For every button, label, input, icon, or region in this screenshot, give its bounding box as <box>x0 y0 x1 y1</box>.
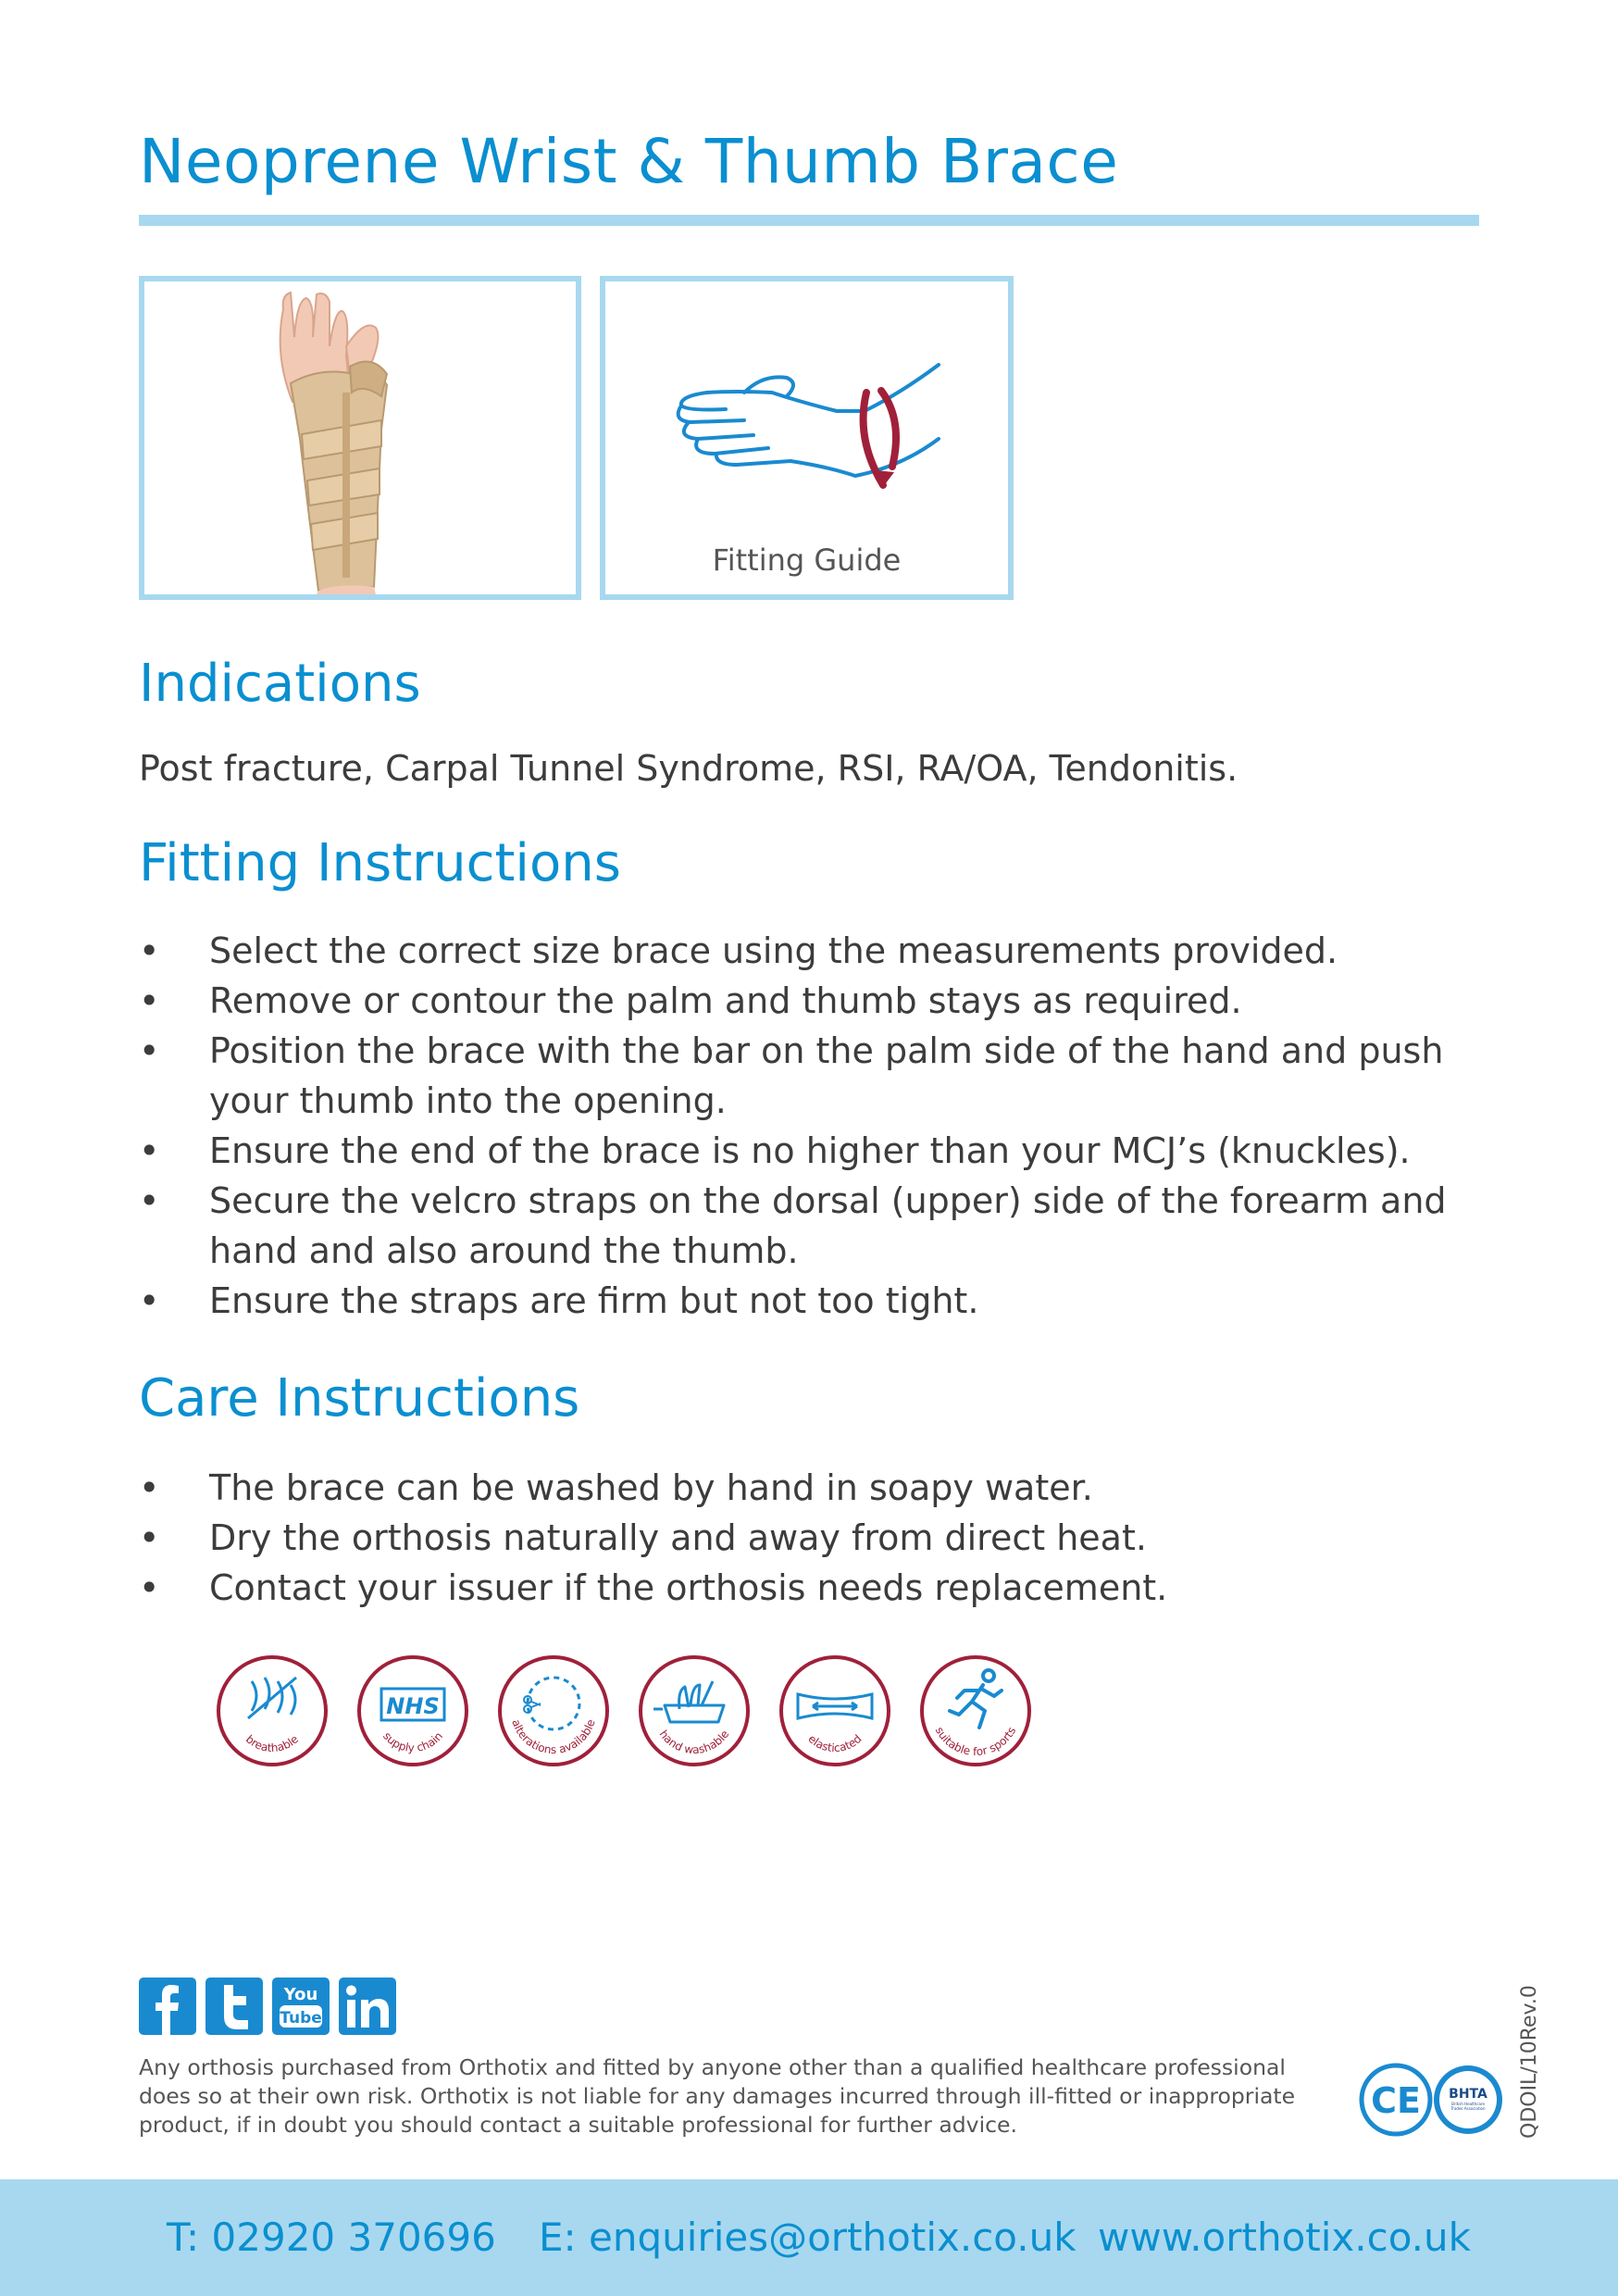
care-instructions-heading: Care Instructions <box>139 1368 580 1429</box>
page-title: Neoprene Wrist & Thumb Brace <box>139 126 1119 197</box>
certification-marks <box>1359 2061 1507 2142</box>
svg-text:CE: CE <box>1371 2080 1421 2121</box>
badge-label: breathable <box>243 1732 302 1755</box>
list-item: • Select the correct size brace using the measurements provided. <box>139 926 1472 976</box>
fitting-guide-image <box>600 276 1014 600</box>
nhs-icon <box>355 1653 470 1768</box>
list-item: • Contact your issuer if the orthosis needs replacement. <box>139 1563 1472 1613</box>
indications-text: Post fracture, Carpal Tunnel Syndrome, RSI, RA/OA, Tendonitis. <box>139 748 1238 789</box>
list-item: • Dry the orthosis naturally and away from direct heat. <box>139 1513 1472 1563</box>
phone-number[interactable]: T: 02920 370696 <box>167 2215 496 2260</box>
care-instructions-list <box>139 1463 1472 1613</box>
hand-wash-icon <box>637 1653 752 1768</box>
email-link[interactable]: E: enquiries@orthotix.co.uk <box>539 2215 1077 2260</box>
scissors-icon <box>496 1653 611 1768</box>
title-underline <box>139 215 1479 226</box>
brace-photo <box>144 281 576 594</box>
product-image <box>139 276 581 600</box>
list-item: • Secure the velcro straps on the dorsal (upper) side of the forearm and hand and also around the thumb. <box>139 1176 1472 1276</box>
facebook-icon[interactable] <box>139 1978 196 2035</box>
badge-label: hand washable <box>656 1728 732 1757</box>
elastic-icon <box>778 1653 892 1768</box>
fitting-instructions-heading: Fitting Instructions <box>139 833 621 893</box>
fitting-instructions-list <box>139 926 1472 1326</box>
svg-text:You: You <box>283 1985 318 2004</box>
twitter-icon[interactable] <box>205 1978 263 2035</box>
svg-text:BHTA: BHTA <box>1449 2087 1487 2102</box>
list-item: • The brace can be washed by hand in soapy water. <box>139 1463 1472 1513</box>
hand-measure-icon <box>605 281 1008 522</box>
contact-footer <box>0 2179 1618 2296</box>
linkedin-icon[interactable] <box>339 1978 396 2035</box>
list-item: • Remove or contour the palm and thumb stays as required. <box>139 976 1472 1026</box>
ce-mark-icon: CE BHTA British Healthcare Trades Association <box>1359 2061 1507 2139</box>
website-link[interactable]: www.orthotix.co.uk <box>1098 2215 1471 2260</box>
runner-icon <box>918 1653 1033 1768</box>
badge-label: supply chain <box>380 1729 445 1755</box>
fitting-guide-caption: Fitting Guide <box>712 543 902 578</box>
badge-label: elasticated <box>805 1732 865 1755</box>
list-item: • Ensure the straps are firm but not too tight. <box>139 1276 1472 1326</box>
indications-heading: Indications <box>139 654 421 714</box>
list-item: • Position the brace with the bar on the palm side of the hand and push your thumb into the opening. <box>139 1026 1472 1126</box>
disclaimer-text: Any orthosis purchased from Orthotix and fitted by anyone other than a qualified healthcare professional does so at their own risk. Orthotix is not liable for any damages incurred through ill-fitted or inappropriate product, if in doubt you should contact a suitable professional for further advice. <box>139 2054 1296 2138</box>
svg-text:Tube: Tube <box>280 2009 322 2028</box>
document-reference: QDOIL/10Rev.0 <box>1518 1985 1541 2139</box>
badge-label: suitable for sports <box>932 1724 1019 1759</box>
nhs-mark: NHS <box>386 1693 440 1719</box>
youtube-icon[interactable] <box>272 1978 330 2035</box>
list-item: • Ensure the end of the brace is no higher than your MCJ’s (knuckles). <box>139 1126 1472 1176</box>
breathable-icon <box>215 1653 330 1768</box>
badge-label: alterations available <box>509 1717 598 1757</box>
